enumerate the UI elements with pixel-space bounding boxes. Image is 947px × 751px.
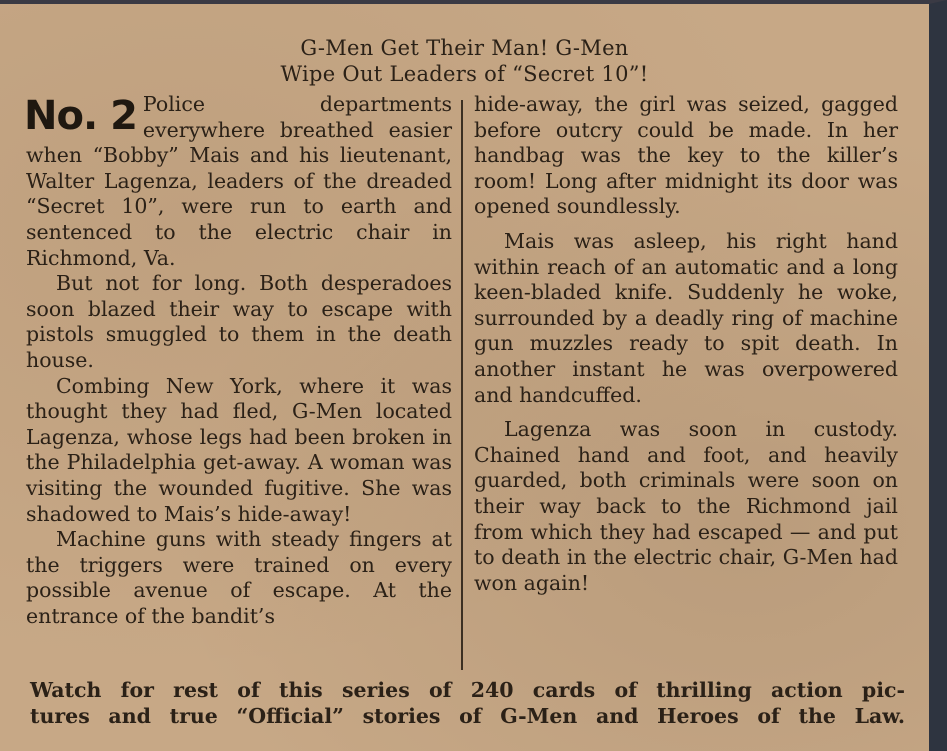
headline-line-2: Wipe Out Leaders of “Secret 10”! [280, 62, 649, 86]
left-paragraph-1-text: Police departments everywhere breathed easier when “Bobby” Mais and his lieutenant, Walter Lagenza, leaders of the dreaded “Secret 10”, were run to earth and sentenced to the electric chair in Richmond, Va. [26, 92, 452, 270]
left-paragraph-1 [26, 92, 452, 271]
right-paragraph-3: Lagenza was soon in custody. Chained hand and foot, and heavily guarded, both criminals were soon on their way back to the Richmond jail from which they had escaped — and put to death in the electric chair, G-Men had won again! [474, 417, 898, 595]
card-number: No. 2 [24, 93, 137, 139]
left-column [26, 92, 452, 629]
footer-line-2: tures and true “Official” stories of G-Men and Heroes of the Law. [30, 704, 905, 728]
left-paragraph-3: Combing New York, where it was thought they had fled, G-Men located Lagenza, whose legs had been broken in the Philadelphia get-away. A woman was visiting the wounded fugitive. She was shadowed to Mais’s hide-away! [26, 373, 452, 526]
left-paragraph-2: But not for long. Both desperadoes soon blazed their way to escape with pistols smuggled to them in the death house. [26, 271, 452, 372]
column-divider [461, 100, 463, 670]
headline-line-1: G-Men Get Their Man! G-Men [300, 36, 629, 60]
right-column [474, 92, 898, 596]
right-paragraph-2: Mais was asleep, his right hand within reach of an automatic and a long keen-bladed knife. Suddenly he woke, surrounded by a deadly ring of machine gun muzzles ready to spit death. In another instant he was overpowered and handcuffed. [474, 228, 898, 407]
footer-line-1: Watch for rest of this series of 240 cards of thrilling action pic- [30, 678, 905, 702]
right-paragraph-1: hide-away, the girl was seized, gagged before outcry could be made. In her handbag was the key to the killer’s room! Long after midnight its door was opened soundlessly. [474, 92, 898, 219]
left-paragraph-4: Machine guns with steady fingers at the triggers were trained on every possible avenue of escape. At the entrance of the bandit’s [26, 527, 452, 628]
